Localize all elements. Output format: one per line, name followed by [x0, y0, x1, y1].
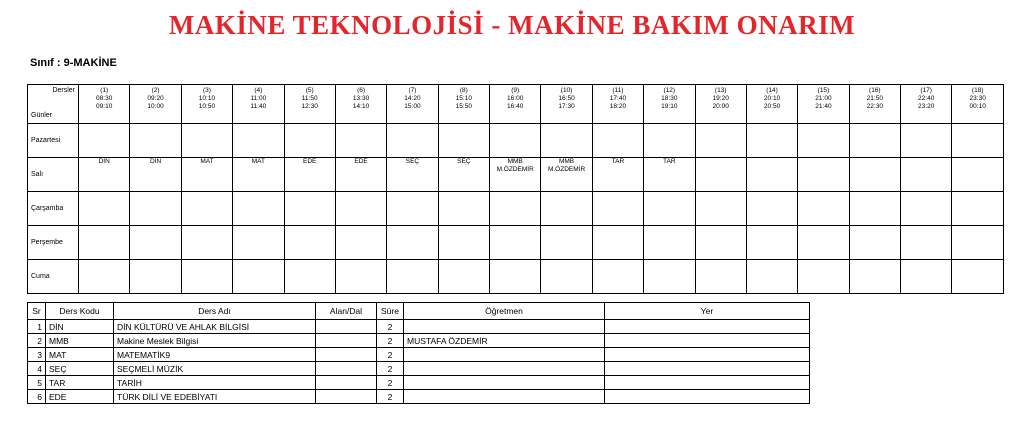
period-start-time: 19:20 — [712, 95, 729, 102]
lesson-code: MAT — [200, 158, 214, 165]
legend-place — [605, 390, 810, 404]
legend-code: MAT — [46, 348, 114, 362]
legend-sr: 5 — [28, 376, 46, 390]
lesson-cell — [798, 192, 849, 226]
lesson-cell — [592, 158, 643, 192]
period-end-time: 23:20 — [918, 103, 935, 110]
period-start-time: 15:10 — [455, 95, 472, 102]
period-header — [901, 85, 952, 124]
lesson-cell — [952, 192, 1004, 226]
course-legend-table — [27, 302, 810, 404]
period-start-time: 16:50 — [558, 95, 575, 102]
period-number: (15) — [817, 87, 830, 94]
lesson-cell — [952, 158, 1004, 192]
legend-field — [316, 320, 377, 334]
lesson-cell — [438, 226, 489, 260]
period-end-time: 15:00 — [404, 103, 421, 110]
lesson-cell — [284, 192, 335, 226]
period-start-time: 20:10 — [763, 95, 781, 102]
lesson-code: SEÇ — [405, 158, 420, 165]
period-header — [746, 85, 797, 124]
legend-name: DİN KÜLTÜRÜ VE AHLAK BİLGİSİ — [114, 320, 316, 334]
legend-name: Makine Meslek Bilgisi — [114, 334, 316, 348]
lesson-cell — [592, 124, 643, 158]
period-number: (14) — [766, 87, 778, 94]
legend-header-name: Ders Adı — [114, 303, 316, 320]
lesson-cell — [695, 158, 746, 192]
legend-field — [316, 348, 377, 362]
lesson-code: TAR — [611, 158, 625, 165]
lesson-cell — [644, 260, 695, 294]
lesson-cell — [79, 124, 130, 158]
lesson-cell — [798, 124, 849, 158]
lesson-cell — [901, 124, 952, 158]
period-start-time: 09:20 — [147, 95, 164, 102]
lesson-code: SEÇ — [457, 158, 471, 165]
day-row — [28, 226, 1004, 260]
period-number: (17) — [920, 87, 932, 94]
legend-name: SEÇMELİ MÜZİK — [114, 362, 316, 376]
period-start-time: 11:50 — [301, 95, 318, 102]
lesson-cell — [387, 158, 438, 192]
period-start-time: 14:20 — [404, 95, 421, 102]
period-header — [849, 85, 900, 124]
period-header-row — [28, 85, 1004, 124]
lesson-cell — [181, 226, 232, 260]
legend-code: DİN — [46, 320, 114, 334]
legend-duration: 2 — [377, 362, 404, 376]
lesson-code: MMB — [507, 158, 523, 165]
lesson-cell — [335, 124, 386, 158]
lesson-cell — [438, 158, 489, 192]
lesson-cell — [849, 226, 900, 260]
period-number: (9) — [511, 87, 520, 94]
period-start-time: 13:30 — [352, 95, 370, 102]
legend-sr: 6 — [28, 390, 46, 404]
lesson-cell — [644, 226, 695, 260]
period-number: (1) — [100, 87, 109, 94]
lesson-cell — [181, 192, 232, 226]
period-start-time: 11:00 — [250, 95, 267, 102]
legend-teacher: MUSTAFA ÖZDEMİR — [404, 334, 605, 348]
lesson-cell — [541, 158, 592, 192]
legend-header-place: Yer — [605, 303, 810, 320]
lesson-cell — [284, 260, 335, 294]
lesson-cell — [387, 260, 438, 294]
legend-header-duration: Süre — [377, 303, 404, 320]
legend-duration: 2 — [377, 348, 404, 362]
lesson-cell — [541, 260, 592, 294]
legend-code: EDE — [46, 390, 114, 404]
legend-code: MMB — [46, 334, 114, 348]
lesson-cell — [79, 192, 130, 226]
day-label: Çarşamba — [28, 192, 79, 226]
period-header — [695, 85, 746, 124]
lesson-code: EDE — [354, 158, 368, 165]
period-number: (13) — [714, 87, 727, 94]
period-number: (8) — [459, 87, 468, 94]
lesson-teacher: M.ÖZDEMİR — [547, 166, 586, 173]
period-start-time: 21:00 — [815, 95, 832, 102]
lesson-cell — [335, 192, 386, 226]
legend-row — [28, 376, 810, 390]
lesson-cell — [695, 260, 746, 294]
period-end-time: 22:30 — [866, 103, 883, 110]
lesson-cell — [79, 226, 130, 260]
corner-lessons-label: Dersler — [52, 87, 75, 94]
lesson-cell — [541, 192, 592, 226]
lesson-cell — [490, 226, 541, 260]
lesson-cell — [952, 260, 1004, 294]
lesson-cell — [490, 124, 541, 158]
lesson-cell — [541, 226, 592, 260]
lesson-cell — [284, 124, 335, 158]
lesson-cell — [644, 192, 695, 226]
period-header — [490, 85, 541, 124]
legend-row — [28, 390, 810, 404]
legend-body — [28, 320, 810, 404]
period-header — [541, 85, 592, 124]
legend-place — [605, 348, 810, 362]
period-end-time: 10:50 — [198, 103, 216, 110]
lesson-cell — [181, 260, 232, 294]
lesson-cell — [541, 124, 592, 158]
day-label: Salı — [28, 158, 79, 192]
corner-days-label: Günler — [31, 112, 53, 119]
period-number: (3) — [202, 87, 211, 94]
lesson-cell — [438, 192, 489, 226]
day-row — [28, 124, 1004, 158]
legend-duration: 2 — [377, 376, 404, 390]
period-number: (10) — [560, 87, 573, 94]
period-end-time: 12:30 — [301, 103, 318, 110]
period-end-time: 16:40 — [507, 103, 524, 110]
class-label: Sınıf : 9-MAKİNE — [30, 57, 117, 69]
lesson-cell — [952, 124, 1004, 158]
legend-teacher — [404, 376, 605, 390]
lesson-code: DİN — [98, 158, 110, 165]
period-number: (11) — [612, 87, 624, 94]
lesson-cell — [233, 260, 284, 294]
period-header — [233, 85, 284, 124]
period-end-time: 09:10 — [96, 103, 113, 110]
legend-place — [605, 334, 810, 348]
lesson-cell — [79, 158, 130, 192]
lesson-cell — [130, 226, 181, 260]
lesson-cell — [901, 226, 952, 260]
lesson-cell — [746, 192, 797, 226]
lesson-cell — [746, 260, 797, 294]
lesson-cell — [233, 124, 284, 158]
lesson-cell — [695, 192, 746, 226]
period-number: (16) — [869, 87, 881, 94]
legend-row — [28, 348, 810, 362]
period-start-time: 10:10 — [198, 95, 216, 102]
day-label: Pazartesi — [28, 124, 79, 158]
lesson-code: EDE — [303, 158, 317, 165]
schedule-table — [27, 84, 1004, 294]
day-label: Perşembe — [28, 226, 79, 260]
legend-row — [28, 362, 810, 376]
lesson-teacher: M.ÖZDEMİR — [496, 166, 534, 173]
day-label: Cuma — [28, 260, 79, 294]
period-start-time: 17:40 — [609, 95, 627, 102]
legend-field — [316, 376, 377, 390]
period-end-time: 21:40 — [815, 103, 832, 110]
schedule-body — [28, 124, 1004, 294]
period-header — [592, 85, 643, 124]
period-header — [644, 85, 695, 124]
lesson-code: TAR — [663, 158, 676, 165]
lesson-cell — [335, 260, 386, 294]
lesson-cell — [284, 226, 335, 260]
legend-duration: 2 — [377, 390, 404, 404]
lesson-cell — [233, 158, 284, 192]
legend-teacher — [404, 362, 605, 376]
legend-field — [316, 334, 377, 348]
period-header — [438, 85, 489, 124]
lesson-cell — [798, 260, 849, 294]
lesson-cell — [490, 158, 541, 192]
lesson-cell — [952, 226, 1004, 260]
period-header — [387, 85, 438, 124]
legend-field — [316, 362, 377, 376]
period-start-time: 21:50 — [866, 95, 883, 102]
lesson-cell — [644, 124, 695, 158]
legend-teacher — [404, 390, 605, 404]
period-number: (5) — [305, 87, 314, 94]
period-end-time: 20:00 — [712, 103, 729, 110]
period-start-time: 22:40 — [918, 95, 935, 102]
lesson-cell — [130, 124, 181, 158]
page-title: MAKİNE TEKNOLOJİSİ - MAKİNE BAKIM ONARIM — [168, 10, 856, 40]
lesson-cell — [387, 226, 438, 260]
lesson-cell — [387, 192, 438, 226]
period-header — [952, 85, 1004, 124]
legend-duration: 2 — [377, 334, 404, 348]
lesson-cell — [746, 124, 797, 158]
period-header — [335, 85, 386, 124]
lesson-cell — [849, 124, 900, 158]
period-number: (12) — [663, 87, 676, 94]
lesson-cell — [746, 226, 797, 260]
lesson-cell — [284, 158, 335, 192]
period-number: (18) — [971, 87, 984, 94]
legend-sr: 3 — [28, 348, 46, 362]
legend-name: MATEMATİK9 — [114, 348, 316, 362]
period-start-time: 23:30 — [969, 95, 986, 102]
legend-place — [605, 362, 810, 376]
lesson-cell — [849, 260, 900, 294]
lesson-cell — [335, 158, 386, 192]
period-end-time: 17:30 — [558, 103, 575, 110]
period-header — [181, 85, 232, 124]
period-end-time: 00:10 — [969, 103, 986, 110]
lesson-code: MMB — [558, 158, 575, 165]
period-end-time: 10:00 — [147, 103, 164, 110]
period-start-time: 16:00 — [507, 95, 524, 102]
legend-name: TÜRK DİLİ VE EDEBİYATI — [114, 390, 316, 404]
legend-teacher — [404, 348, 605, 362]
lesson-cell — [901, 260, 952, 294]
lesson-cell — [849, 158, 900, 192]
legend-header-teacher: Öğretmen — [404, 303, 605, 320]
legend-place — [605, 376, 810, 390]
lesson-cell — [849, 192, 900, 226]
lesson-cell — [798, 158, 849, 192]
lesson-cell — [695, 124, 746, 158]
lesson-cell — [130, 158, 181, 192]
legend-sr: 1 — [28, 320, 46, 334]
legend-place — [605, 320, 810, 334]
legend-teacher — [404, 320, 605, 334]
legend-field — [316, 390, 377, 404]
legend-sr: 4 — [28, 362, 46, 376]
period-number: (4) — [254, 87, 263, 94]
lesson-cell — [79, 260, 130, 294]
corner-cell — [28, 85, 79, 124]
lesson-cell — [490, 192, 541, 226]
lesson-cell — [746, 158, 797, 192]
period-end-time: 14:10 — [352, 103, 370, 110]
legend-sr: 2 — [28, 334, 46, 348]
lesson-cell — [490, 260, 541, 294]
period-end-time: 18:20 — [609, 103, 627, 110]
lesson-cell — [438, 260, 489, 294]
legend-row — [28, 320, 810, 334]
legend-header-sr: Sr — [28, 303, 46, 320]
lesson-cell — [592, 226, 643, 260]
lesson-cell — [798, 226, 849, 260]
legend-code: SEÇ — [46, 362, 114, 376]
legend-duration: 2 — [377, 320, 404, 334]
lesson-cell — [233, 226, 284, 260]
period-header — [798, 85, 849, 124]
period-start-time: 08:30 — [96, 95, 113, 102]
lesson-cell — [901, 192, 952, 226]
period-end-time: 20:50 — [763, 103, 781, 110]
lesson-cell — [644, 158, 695, 192]
lesson-cell — [387, 124, 438, 158]
legend-name: TARİH — [114, 376, 316, 390]
period-number: (6) — [357, 87, 366, 94]
lesson-cell — [695, 226, 746, 260]
period-number: (2) — [151, 87, 160, 94]
period-end-time: 15:50 — [455, 103, 472, 110]
legend-header-row — [28, 303, 810, 320]
lesson-cell — [592, 192, 643, 226]
day-row — [28, 260, 1004, 294]
lesson-cell — [130, 192, 181, 226]
lesson-cell — [592, 260, 643, 294]
period-number: (7) — [408, 87, 417, 94]
lesson-cell — [181, 158, 232, 192]
lesson-cell — [130, 260, 181, 294]
lesson-cell — [181, 124, 232, 158]
day-row — [28, 158, 1004, 192]
legend-header-code: Ders Kodu — [46, 303, 114, 320]
lesson-cell — [335, 226, 386, 260]
lesson-cell — [438, 124, 489, 158]
period-end-time: 11:40 — [250, 103, 267, 110]
lesson-cell — [233, 192, 284, 226]
legend-code: TAR — [46, 376, 114, 390]
lesson-cell — [901, 158, 952, 192]
lesson-code: MAT — [251, 158, 265, 165]
period-header — [284, 85, 335, 124]
period-end-time: 19:10 — [661, 103, 678, 110]
period-start-time: 18:30 — [661, 95, 678, 102]
lesson-code: DİN — [149, 158, 162, 165]
period-header — [130, 85, 181, 124]
day-row — [28, 192, 1004, 226]
legend-row — [28, 334, 810, 348]
period-header — [79, 85, 130, 124]
legend-header-field: Alan/Dal — [316, 303, 377, 320]
